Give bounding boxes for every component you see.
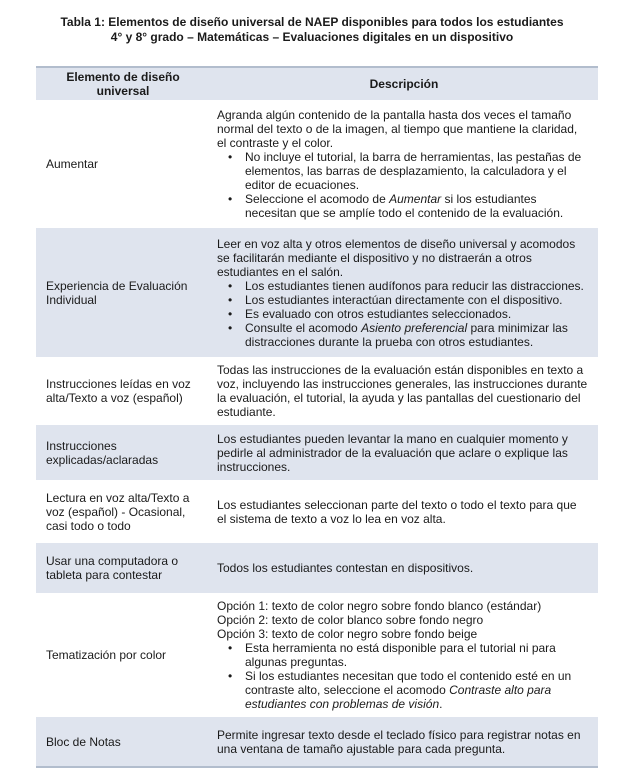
text-segment: Los estudiantes seleccionan parte del texto o todo el texto para que el sistema de texto a voz lo lea en voz alta. [217, 497, 577, 526]
bullet-marker-icon: • [228, 292, 233, 307]
element-name-cell [36, 100, 210, 228]
text-segment: Consulte el acomodo [245, 320, 362, 335]
universal-design-table [36, 66, 598, 768]
bullet-text [245, 307, 588, 321]
description-paragraph [217, 599, 588, 613]
text-segment: Todos los estudiantes contestan en dispositivos. [217, 561, 474, 575]
element-name-cell [36, 717, 210, 766]
text-segment: Si los estudiantes necesitan que todo el contenido esté en un contraste alto, seleccione el acomodo [245, 669, 572, 697]
element-name: Instrucciones leídas en voz alta/Texto a voz (español) [46, 377, 191, 405]
table-caption-line-2: 4° y 8° grado – Matemáticas – Evaluaciones digitales en un dispositivo [110, 30, 514, 44]
bullet-text [245, 293, 588, 307]
text-segment: Es evaluado con otros estudiantes seleccionados. [245, 306, 512, 321]
table-row [36, 228, 598, 357]
text-segment: Agranda algún contenido de la pantalla hasta dos veces el tamaño normal del texto o de la imagen, al tiempo que mantiene la claridad, el contraste y el color. [217, 108, 578, 150]
text-segment: . [439, 697, 443, 711]
text-segment: Leer en voz alta y otros elementos de diseño universal y acomodos se facilitarán mediante el dispositivo y no distraerán a otros estudiantes en el salón. [217, 236, 576, 279]
bullet-marker-icon: • [228, 320, 233, 335]
description-cell [210, 543, 598, 593]
element-name-cell [36, 425, 210, 480]
text-segment: para minimizar las distracciones durante la prueba con otros estudiantes. [245, 320, 568, 349]
bullet-text [245, 641, 588, 669]
table-row [36, 543, 598, 593]
element-name: Aumentar [46, 157, 99, 171]
bullet-text [245, 669, 588, 711]
description-paragraph [217, 728, 588, 756]
table-row [36, 717, 598, 766]
description-cell [210, 228, 598, 357]
description-cell [210, 357, 598, 425]
text-segment: Opción 1: texto de color negro sobre fondo blanco (estándar) [217, 599, 542, 613]
description-cell [210, 100, 598, 228]
text-segment: Todas las instrucciones de la evaluación están disponibles en texto a voz, incluyendo las instrucciones generales, las instrucciones durante la evaluación, el tutorial, la ayuda y las pantallas del cuestionario del estudiante. [217, 363, 588, 419]
description-paragraph [217, 237, 588, 279]
description-paragraph [217, 108, 588, 150]
description-cell [210, 480, 598, 543]
bullet-item [217, 321, 588, 349]
description-cell [210, 593, 598, 717]
bullet-marker-icon: • [228, 641, 233, 655]
bullet-item [217, 307, 588, 321]
element-name-cell [36, 228, 210, 357]
bullet-marker-icon: • [228, 192, 233, 206]
text-segment: Los estudiantes tienen audífonos para reducir las distracciones. [245, 278, 584, 293]
bullet-item [217, 279, 588, 293]
bullet-text [245, 150, 588, 192]
text-segment: Opción 3: texto de color negro sobre fondo beige [217, 627, 478, 641]
text-segment: si los estudiantes necesitan que se amplíe todo el contenido de la evaluación. [245, 192, 564, 220]
bullet-item [217, 150, 588, 192]
element-name-cell [36, 543, 210, 593]
text-segment: Permite ingresar texto desde el teclado físico para registrar notas en una ventana de tamaño ajustable para cada pregunta. [217, 727, 581, 756]
bullet-item [217, 293, 588, 307]
description-cell [210, 425, 598, 480]
bullet-item [217, 641, 588, 669]
element-name-cell [36, 480, 210, 543]
element-name: Experiencia de Evaluación Individual [46, 278, 188, 307]
table-row [36, 480, 598, 543]
bullet-text [245, 192, 588, 220]
description-paragraph [217, 363, 588, 419]
bullet-marker-icon: • [228, 150, 233, 164]
element-name: Usar una computadora o tableta para contestar [46, 554, 179, 582]
text-segment: Opción 2: texto de color blanco sobre fondo negro [217, 613, 484, 627]
text-segment: Los estudiantes interactúan directamente con el dispositivo. [245, 292, 563, 307]
bullet-marker-icon: • [228, 669, 233, 683]
table-body [36, 100, 598, 766]
bullet-item [217, 669, 588, 711]
bullet-marker-icon: • [228, 306, 233, 321]
description-paragraph [217, 498, 588, 526]
header-cell-element: Elemento de diseño universal [66, 70, 180, 98]
italic-text: Aumentar [389, 192, 442, 206]
description-paragraph [217, 613, 588, 627]
table-row [36, 100, 598, 228]
description-paragraph [217, 627, 588, 641]
description-paragraph [217, 432, 588, 474]
text-segment: No incluye el tutorial, la barra de herramientas, las pestañas de elementos, las barras de desplazamiento, la calculadora y el editor de ecuaciones. [245, 150, 582, 192]
element-name: Bloc de Notas [46, 734, 121, 749]
table-row [36, 425, 598, 480]
text-segment: Seleccione el acomodo de [245, 192, 390, 206]
bullet-item [217, 192, 588, 220]
description-cell [210, 717, 598, 766]
element-name: Lectura en voz alta/Texto a voz (español) - Ocasional, casi todo o todo [46, 490, 190, 533]
table-caption-line-1: Tabla 1: Elementos de diseño universal de NAEP disponibles para todos los estudiantes [60, 15, 564, 29]
text-segment: Esta herramienta no está disponible para el tutorial ni para algunas preguntas. [245, 641, 556, 669]
italic-text: Asiento preferencial [361, 320, 468, 335]
bullet-text [245, 321, 588, 349]
element-name-cell [36, 593, 210, 717]
italic-text: Contraste alto para estudiantes con problemas de visión [245, 683, 552, 711]
text-segment: Los estudiantes pueden levantar la mano en cualquier momento y pedirle al administrador de la evaluación que aclare o explique las instrucciones. [217, 431, 568, 474]
element-name: Tematización por color [46, 648, 167, 662]
description-paragraph [217, 561, 588, 575]
element-name-cell [36, 357, 210, 425]
bullet-marker-icon: • [228, 278, 233, 293]
table-row [36, 357, 598, 425]
table-row [36, 593, 598, 717]
element-name: Instrucciones explicadas/aclaradas [46, 438, 159, 467]
header-cell-description: Descripción [369, 77, 439, 91]
table-header-row [36, 68, 598, 100]
table-caption [0, 15, 624, 45]
bullet-text [245, 279, 588, 293]
